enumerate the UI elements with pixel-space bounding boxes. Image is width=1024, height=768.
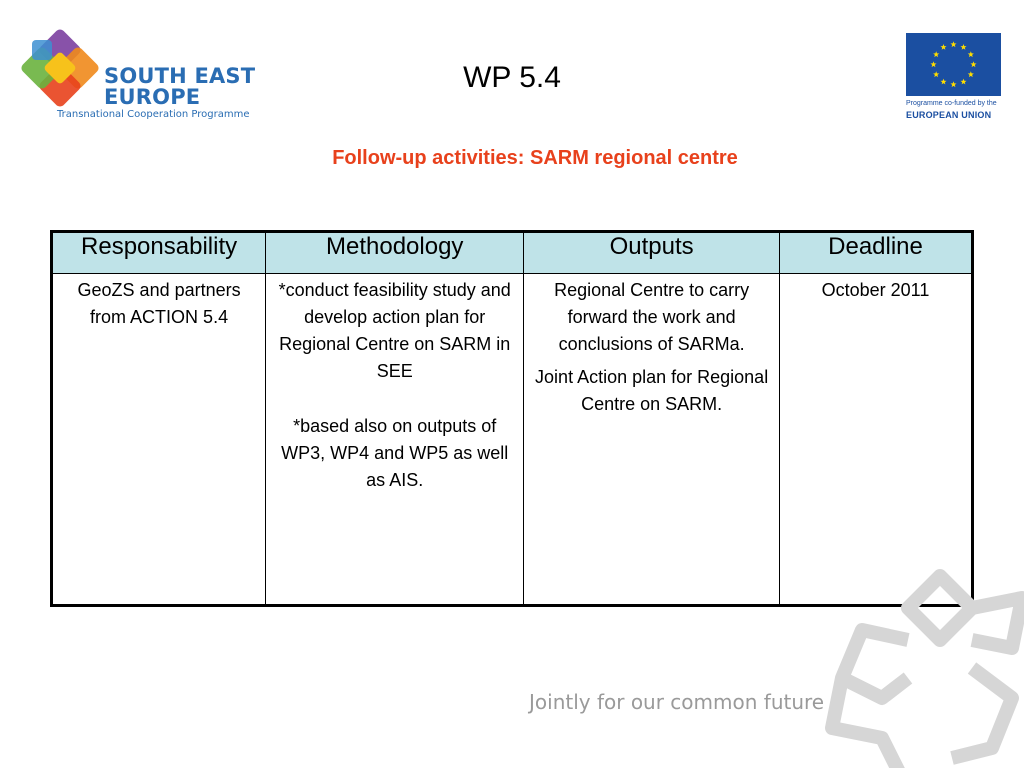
deadline-text: October 2011 bbox=[821, 280, 930, 300]
header-outputs: Outputs bbox=[524, 232, 780, 274]
table-row bbox=[52, 274, 973, 606]
outputs-text-1: Regional Centre to carry forward the work and conclusions of SARMa. bbox=[554, 280, 750, 354]
slide-subtitle: Follow-up activities: SARM regional centre bbox=[332, 147, 738, 169]
slide-title: WP 5.4 bbox=[463, 61, 561, 94]
eu-star-icon bbox=[968, 71, 974, 77]
eu-flag-icon bbox=[906, 33, 1001, 96]
table-header-row bbox=[52, 232, 973, 274]
eu-star-icon bbox=[950, 81, 956, 87]
logo-line-south-east: SOUTH EAST bbox=[104, 64, 256, 88]
eu-star-icon bbox=[950, 41, 956, 47]
responsibility-text: GeoZS and partners from ACTION 5.4 bbox=[77, 280, 241, 327]
header-deadline: Deadline bbox=[780, 232, 973, 274]
eu-stars-icon bbox=[906, 33, 1001, 96]
methodology-text-1: *conduct feasibility study and develop action plan for Regional Centre on SARM in SEE bbox=[278, 280, 511, 381]
decorative-flower-outline-icon bbox=[822, 568, 1024, 768]
eu-star-icon bbox=[933, 71, 939, 77]
eu-star-icon bbox=[933, 51, 939, 57]
cell-responsibility bbox=[52, 274, 266, 606]
eu-star-icon bbox=[940, 79, 946, 85]
outputs-text-2: Joint Action plan for Regional Centre on SARM. bbox=[535, 367, 769, 414]
methodology-text-2: *based also on outputs of WP3, WP4 and WP5 as well as AIS. bbox=[281, 416, 509, 490]
eu-star-icon bbox=[970, 61, 976, 67]
eu-logo bbox=[904, 33, 1004, 123]
eu-star-icon bbox=[968, 51, 974, 57]
cell-deadline bbox=[780, 274, 973, 606]
eu-star-icon bbox=[960, 44, 966, 50]
cell-methodology bbox=[266, 274, 524, 606]
logo-line-europe: EUROPE bbox=[104, 85, 201, 109]
footer-tagline: Jointly for our common future bbox=[529, 690, 825, 714]
logo-tagline: Transnational Cooperation Programme bbox=[57, 109, 250, 120]
eu-star-icon bbox=[930, 61, 936, 67]
activities-table bbox=[50, 230, 974, 607]
header-responsability: Responsability bbox=[52, 232, 266, 274]
cell-outputs bbox=[524, 274, 780, 606]
header-methodology: Methodology bbox=[266, 232, 524, 274]
eu-union-text: EUROPEAN UNION bbox=[906, 110, 992, 120]
eu-cofunded-text: Programme co-funded by the bbox=[906, 100, 997, 107]
eu-star-icon bbox=[940, 44, 946, 50]
eu-star-icon bbox=[960, 79, 966, 85]
